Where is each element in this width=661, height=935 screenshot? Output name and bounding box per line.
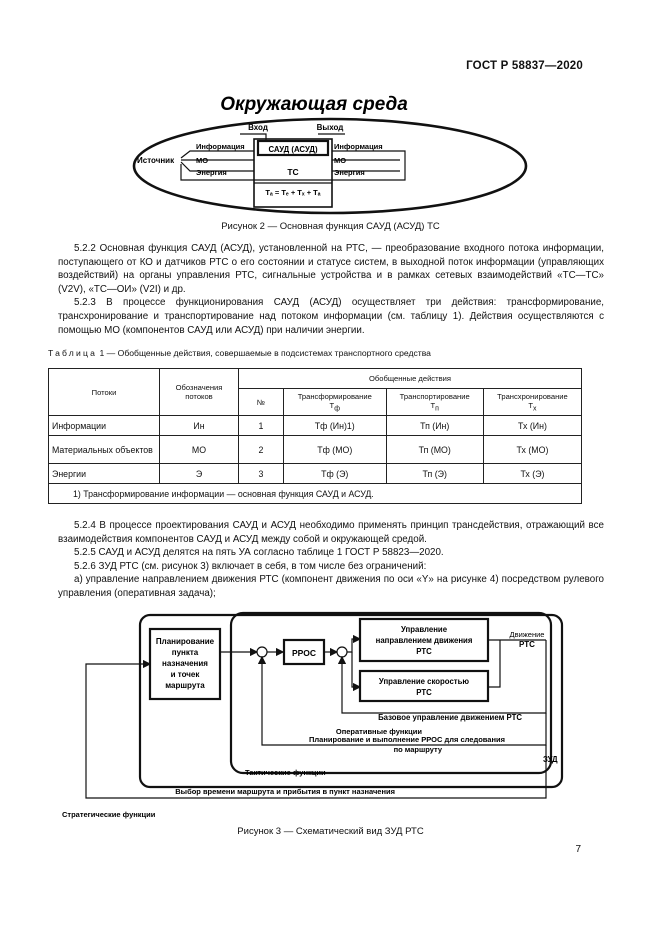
planning-line-5: маршрута <box>165 681 205 690</box>
paragraph-5-2-5: 5.2.5 САУД и АСУД делятся на пять УА согласно таблице 1 ГОСТ Р 58823—2020. <box>74 547 444 559</box>
energy-out-label: Энергия <box>334 168 365 177</box>
environment-ellipse <box>134 119 526 213</box>
sum-node-2 <box>337 647 347 657</box>
header-actions: Обобщенные действия <box>239 369 582 389</box>
planning-line-4: и точек <box>170 670 200 679</box>
plan-prps-line-1: Планирование и выполнение РРОС для следования <box>309 735 505 744</box>
paragraph-5-2-2: 5.2.2 Основная функция САУД (АСУД), установленной на РТС, — преобразование входного потока информации, поступающего от КО и датчиков РТС о его состоянии и статусе систем, в выходной поток информации (управляющих воздействий) на органы управления РТС, сигнальные устройства и в рамках сетевых взаимодействий «ТС—ТС» (V2V), «ТС—ОИ» (V2I) и др. <box>58 243 604 295</box>
direction-line-1: Управление <box>400 625 448 634</box>
header-flows: Потоки <box>49 369 160 416</box>
sum-node-1 <box>257 647 267 657</box>
vehicle-label: ТС <box>287 167 299 177</box>
paragraph-5-2-6: 5.2.6 ЗУД РТС (см. рисунок 3) включает в себя, в том числе без ограничений: <box>74 560 427 572</box>
speed-line-2: РТС <box>416 688 432 697</box>
paragraph-item-a: а) управление направлением движения РТС (компонент движения по оси «Y» на рисунке 4) посредством рулевого управления (оперативная задача); <box>58 574 604 599</box>
planning-line-3: назначения <box>162 659 208 668</box>
info-out-label: Информация <box>334 142 383 151</box>
table-row: Информации Ин 1 Тф (Ин)1) Тп (Ин) Тх (Ин) <box>49 416 582 436</box>
motion-line-1: Движение <box>509 630 545 639</box>
header-designation: Обозначения потоков <box>160 369 239 416</box>
formula-label: Тₐ = Тₑ + Тₓ + Тₐ <box>265 188 321 197</box>
choice-label: Выбор времени маршрута и прибытия в пункт назначения <box>175 787 395 796</box>
table-row: Энергии Э 3 Тф (Э) Тп (Э) Тх (Э) <box>49 464 582 484</box>
source-label: Источник <box>137 156 175 165</box>
actions-table <box>48 368 582 504</box>
strategic-label: Стратегические функции <box>62 810 156 819</box>
paragraph-5-2-4: 5.2.4 В процессе проектирования САУД и АСУД необходимо применять принцип трансдействия, отражающий все взаимодействия компонентов САУД и АСУД между собой и окружающей средой. <box>58 520 604 545</box>
planning-line-1: Планирование <box>155 637 215 646</box>
output-label: Выход <box>316 123 344 132</box>
table-caption-word: Таблица <box>48 348 98 358</box>
figure-3-diagram <box>0 605 661 820</box>
standard-header: ГОСТ Р 58837—2020 <box>466 60 583 72</box>
base-control-label: Базовое управление движением РТС <box>378 713 522 722</box>
operational-label: Оперативные функции <box>335 727 422 736</box>
tactical-label: Тактические функции <box>245 768 326 777</box>
header-transform: Трансформирование $Т_ф$ <box>284 389 387 416</box>
table-row: Материальных объектов МО 2 Тф (МО) Тп (МО) Тх (МО) <box>49 436 582 464</box>
figure-3-caption: Рисунок 3 — Схематический вид ЗУД РТС <box>237 826 424 837</box>
mo-out-label: МО <box>334 156 347 165</box>
planning-line-2: пункта <box>171 648 199 657</box>
figure-2-diagram <box>0 0 661 235</box>
mo-in-label: МО <box>196 156 209 165</box>
direction-line-2: направлением движения <box>375 636 473 645</box>
paragraphs-block-1 <box>58 242 604 337</box>
controller-label: САУД (АСУД) <box>268 145 318 154</box>
paragraph-5-2-3: 5.2.3 В процессе функционирования САУД (АСУД) осуществляет три действия: трансформирование, трансхронирование и транспортирование над потоком информации (см. таблицу 1). Действия осуществляются с помощью МО (компонентов САУД или АСУД) при наличии энергии. <box>58 297 604 336</box>
header-transport: Транспортирование $Т_п$ <box>386 389 483 416</box>
input-label: Вход <box>248 123 268 132</box>
plan-prps-line-2: по маршруту <box>393 745 442 754</box>
table-caption <box>48 348 431 358</box>
environment-title: Окружающая среда <box>220 94 408 115</box>
header-num: № <box>239 389 284 416</box>
energy-in-label: Энергия <box>196 168 227 177</box>
table-footnote: 1) Трансформирование информации — основная функция САУД и АСУД. <box>49 484 582 504</box>
page-number: 7 <box>575 844 581 855</box>
figure-2-caption: Рисунок 2 — Основная функция САУД (АСУД) ТС <box>221 221 440 232</box>
motion-line-2: РТС <box>519 640 535 649</box>
speed-line-1: Управление скоростью <box>378 677 470 686</box>
zud-label: ЗУД <box>543 755 558 764</box>
header-transchron: Трансхронирование $Т_х$ <box>483 389 581 416</box>
paragraphs-block-2 <box>58 519 604 601</box>
direction-line-3: РТС <box>416 647 432 656</box>
table-caption-text: 1 — Обобщенные действия, совершаемые в подсистемах транспортного средства <box>97 348 431 358</box>
prps-label: РРОС <box>292 648 316 658</box>
info-in-label: Информация <box>196 142 245 151</box>
